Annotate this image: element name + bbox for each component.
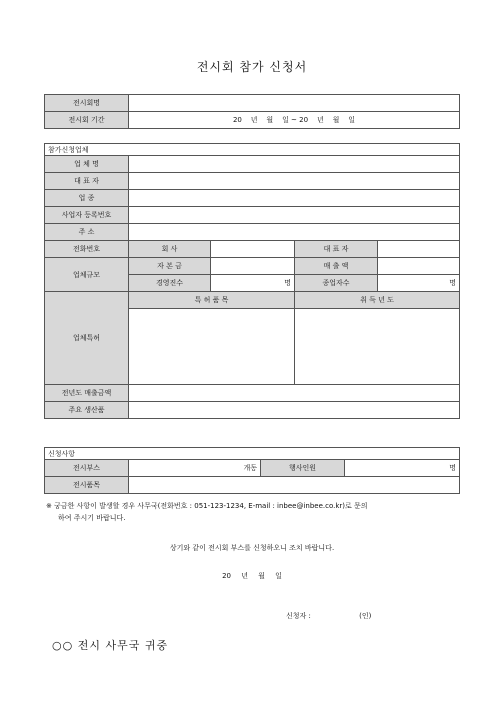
- staff-label: 행사인원: [261, 460, 345, 477]
- booth-field[interactable]: 개동: [129, 460, 261, 477]
- inquiry-note-line1: ※ 궁금한 사항이 발생할 경우 사무국(전화번호 : 051-123-1234, E-mail : inbee@inbee.co.kr)로 문의: [46, 502, 368, 510]
- booth-label: 전시부스: [45, 460, 129, 477]
- staff-field[interactable]: 명: [345, 460, 460, 477]
- items-field[interactable]: [129, 477, 460, 494]
- company-table: [44, 143, 460, 419]
- last-year-sales-field[interactable]: [129, 385, 460, 402]
- seal-mark[interactable]: (인): [359, 612, 372, 620]
- executives-field[interactable]: 명: [211, 275, 295, 292]
- date-line[interactable]: 20 년 월 일: [222, 572, 282, 580]
- footer-recipient: ○○ 전시 사무국 귀중: [52, 639, 169, 652]
- employees-label: 종업자수: [295, 275, 378, 292]
- inquiry-note: [46, 500, 466, 524]
- company-name-field[interactable]: [129, 156, 460, 173]
- address-field[interactable]: [129, 224, 460, 241]
- patent-items-header: 특 허 품 목: [129, 292, 295, 309]
- main-products-label: 주요 생산품: [45, 402, 129, 419]
- application-table: [44, 447, 460, 494]
- capital-label: 자 본 금: [129, 258, 211, 275]
- last-year-sales-label: 전년도 매출금액: [45, 385, 129, 402]
- application-section-label: 신청사항: [45, 448, 460, 460]
- exhibition-period-field[interactable]: 20 년 월 일 ~ 20 년 월 일: [129, 112, 460, 129]
- exhibition-name-field[interactable]: [129, 95, 460, 112]
- capital-field[interactable]: [211, 258, 295, 275]
- biz-reg-no-field[interactable]: [129, 207, 460, 224]
- business-type-field[interactable]: [129, 190, 460, 207]
- patent-year-field[interactable]: [295, 309, 460, 385]
- patent-items-field[interactable]: [129, 309, 295, 385]
- scale-label: 업체규모: [45, 258, 129, 292]
- ceo-field[interactable]: [129, 173, 460, 190]
- exhibition-name-label: 전시회명: [45, 95, 129, 112]
- employees-field[interactable]: 명: [378, 275, 460, 292]
- ceo-label: 대 표 자: [45, 173, 129, 190]
- items-label: 전시품목: [45, 477, 129, 494]
- page-title: 전시회 참가 신청서: [196, 60, 308, 74]
- main-products-field[interactable]: [129, 402, 460, 419]
- ceo-phone-label: 대 표 자: [295, 241, 378, 258]
- address-label: 주 소: [45, 224, 129, 241]
- phone-label: 전화번호: [45, 241, 129, 258]
- sales-label: 매 출 액: [295, 258, 378, 275]
- applicant-label: 신청자 :: [286, 612, 311, 620]
- executives-label: 경영진수: [129, 275, 211, 292]
- features-label: 업체특허: [45, 292, 129, 385]
- applicant-line: [286, 611, 371, 621]
- biz-reg-no-label: 사업자 등록번호: [45, 207, 129, 224]
- exhibition-period-label: 전시회 기간: [45, 112, 129, 129]
- business-type-label: 업 종: [45, 190, 129, 207]
- exhibition-table: [44, 94, 460, 129]
- ceo-phone-field[interactable]: [378, 241, 460, 258]
- office-phone-field[interactable]: [211, 241, 295, 258]
- office-label: 회 사: [129, 241, 211, 258]
- company-name-label: 업 체 명: [45, 156, 129, 173]
- patent-year-header: 취 득 년 도: [295, 292, 460, 309]
- inquiry-note-line2: 하여 주시기 바랍니다.: [58, 514, 126, 522]
- sales-field[interactable]: [378, 258, 460, 275]
- pledge-text: 상기와 같이 전시회 부스를 신청하오니 조치 바랍니다.: [169, 544, 335, 552]
- company-section-label: 참가신청업체: [45, 144, 460, 156]
